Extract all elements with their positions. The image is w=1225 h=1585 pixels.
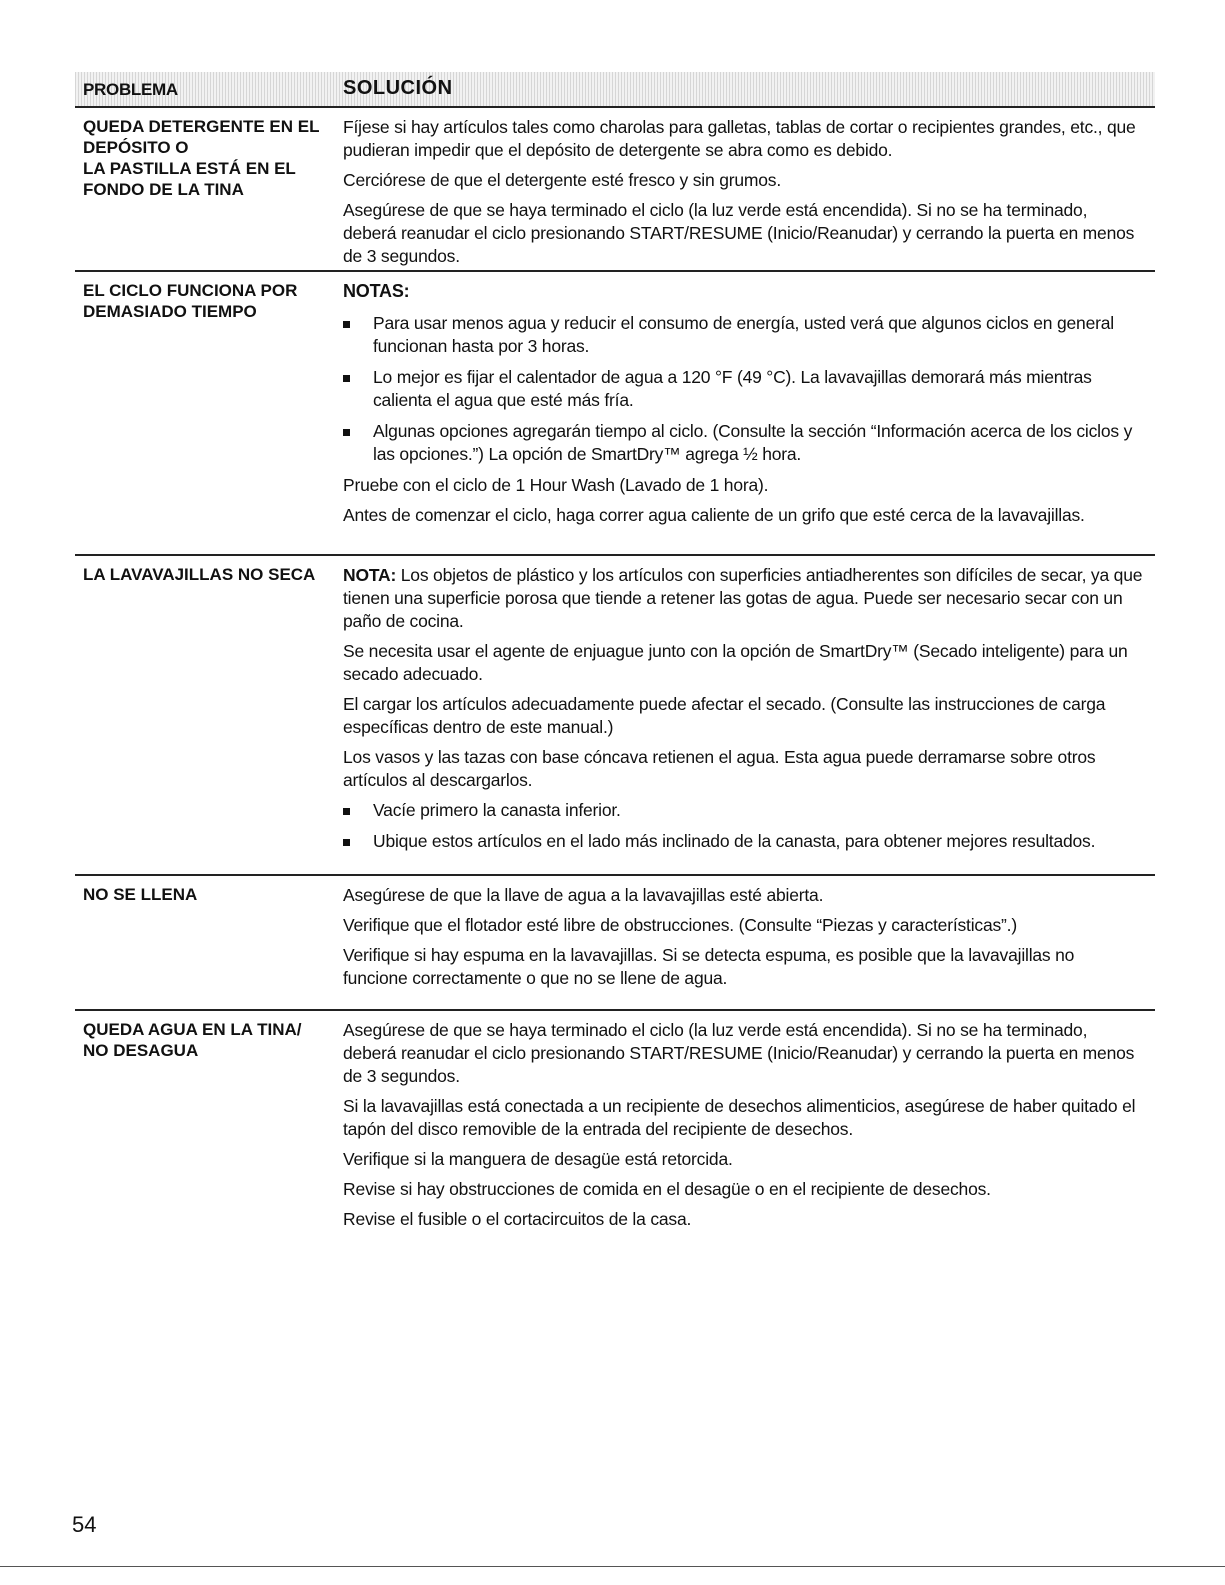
page-number: 54 (72, 1512, 97, 1537)
list-item-text: Para usar menos agua y reducir el consumo de energía, usted verá que algunos ciclos en general funcionan hasta por 3 horas. (373, 313, 1114, 356)
problem-line: NO DESAGUA (83, 1041, 199, 1060)
square-bullet-icon (343, 808, 350, 815)
solution-paragraph: Antes de comenzar el ciclo, haga correr agua caliente de un grifo que esté cerca de la lavavajillas. (343, 505, 1085, 525)
tips-list (343, 799, 1143, 853)
table-header (75, 72, 1155, 108)
problem-line: NO SE LLENA (83, 885, 198, 904)
list-item (343, 830, 1143, 853)
problem-cell (83, 1019, 341, 1061)
problem-line: DEPÓSITO O (83, 138, 189, 157)
problem-column-header: PROBLEMA (83, 80, 178, 99)
solution-paragraph: Verifique si la manguera de desagüe está retorcida. (343, 1149, 733, 1169)
nota-label: NOTA: (343, 565, 397, 585)
solution-paragraph: Fíjese si hay artículos tales como charolas para galletas, tablas de cortar o recipientes grandes, etc., que pudieran impedir que el depósito de detergente se abra como es debido. (343, 117, 1136, 160)
solution-paragraph: Asegúrese de que se haya terminado el ciclo (la luz verde está encendida). Si no se ha terminado, deberá reanudar el ciclo presionando START/RESUME (Inicio/Reanudar) y cerrando la puerta en menos de 3 segundos. (343, 200, 1135, 266)
solution-paragraph: Revise el fusible o el cortacircuitos de la casa. (343, 1209, 692, 1229)
list-item-text: Vacíe primero la canasta inferior. (373, 800, 621, 820)
square-bullet-icon (343, 375, 350, 382)
problem-line: FONDO DE LA TINA (83, 180, 244, 199)
troubleshooting-row-not-draining (75, 1009, 1155, 1229)
solution-cell (343, 884, 1143, 997)
square-bullet-icon (343, 321, 350, 328)
list-item (343, 799, 1143, 822)
problem-cell (83, 884, 341, 905)
solution-paragraph: Cerciórese de que el detergente esté fresco y sin grumos. (343, 170, 782, 190)
list-item-text: Lo mejor es fijar el calentador de agua a 120 °F (49 °C). La lavavajillas demorará más mientras calienta el agua que esté más fría. (373, 367, 1092, 410)
bottom-divider (0, 1566, 1225, 1567)
solution-cell (343, 116, 1143, 275)
solution-cell (343, 280, 1143, 534)
solution-paragraph: Revise si hay obstrucciones de comida en el desagüe o en el recipiente de desechos. (343, 1179, 991, 1199)
problem-line: LA PASTILLA ESTÁ EN EL (83, 159, 296, 178)
solution-paragraph: Se necesita usar el agente de enjuague junto con la opción de SmartDry™ (Secado inteligente) para un secado adecuado. (343, 641, 1128, 684)
troubleshooting-row-not-filling (75, 874, 1155, 988)
solution-column-header: SOLUCIÓN (343, 77, 453, 99)
problem-line: QUEDA DETERGENTE EN EL (83, 117, 320, 136)
solution-paragraph: Verifique si hay espuma en la lavavajillas. Si se detecta espuma, es posible que la lavavajillas no funcione correctamente o que no se llene de agua. (343, 945, 1075, 988)
troubleshooting-row-long-cycle (75, 270, 1155, 525)
problem-line: QUEDA AGUA EN LA TINA/ (83, 1020, 302, 1039)
list-item (343, 366, 1143, 412)
troubleshooting-row-not-drying (75, 554, 1155, 851)
list-item (343, 312, 1143, 358)
solution-paragraph: Asegúrese de que la llave de agua a la lavavajillas esté abierta. (343, 885, 824, 905)
problem-line: DEMASIADO TIEMPO (83, 302, 257, 321)
solution-cell (343, 564, 1143, 861)
square-bullet-icon (343, 429, 350, 436)
solution-paragraph: Pruebe con el ciclo de 1 Hour Wash (Lavado de 1 hora). (343, 475, 769, 495)
square-bullet-icon (343, 839, 350, 846)
solution-paragraph: Verifique que el flotador esté libre de obstrucciones. (Consulte “Piezas y características”.) (343, 915, 1017, 935)
list-item-text: Algunas opciones agregarán tiempo al ciclo. (Consulte la sección “Información acerca de los ciclos y las opciones.”) La opción de SmartDry™ agrega ½ hora. (373, 421, 1133, 464)
problem-cell (83, 116, 341, 200)
solution-paragraph: Si la lavavajillas está conectada a un recipiente de desechos alimenticios, asegúrese de haber quitado el tapón del disco removible de la entrada del recipiente de desechos. (343, 1096, 1136, 1139)
problem-line: LA LAVAVAJILLAS NO SECA (83, 565, 316, 584)
notes-list (343, 312, 1143, 466)
list-item (343, 420, 1143, 466)
solution-paragraph: Los vasos y las tazas con base cóncava retienen el agua. Esta agua puede derramarse sobre otros artículos al descargarlos. (343, 747, 1096, 790)
list-item-text: Ubique estos artículos en el lado más inclinado de la canasta, para obtener mejores resultados. (373, 831, 1096, 851)
problem-cell (83, 564, 341, 585)
problem-line: EL CICLO FUNCIONA POR (83, 281, 298, 300)
nota-text: Los objetos de plástico y los artículos con superficies antiadherentes son difíciles de secar, ya que tienen una superficie porosa que tiende a retener las gotas de agua. Puede ser necesario secar con un paño de cocina. (343, 565, 1143, 631)
problem-cell (83, 280, 341, 322)
solution-cell (343, 1019, 1143, 1238)
solution-paragraph: El cargar los artículos adecuadamente puede afectar el secado. (Consulte las instrucciones de carga específicas dentro de este manual.) (343, 694, 1106, 737)
nota-paragraph (343, 564, 1143, 633)
notes-label: NOTAS: (343, 281, 410, 301)
solution-paragraph: Asegúrese de que se haya terminado el ciclo (la luz verde está encendida). Si no se ha terminado, deberá reanudar el ciclo presionando START/RESUME (Inicio/Reanudar) y cerrando la puerta en menos de 3 segundos. (343, 1020, 1135, 1086)
